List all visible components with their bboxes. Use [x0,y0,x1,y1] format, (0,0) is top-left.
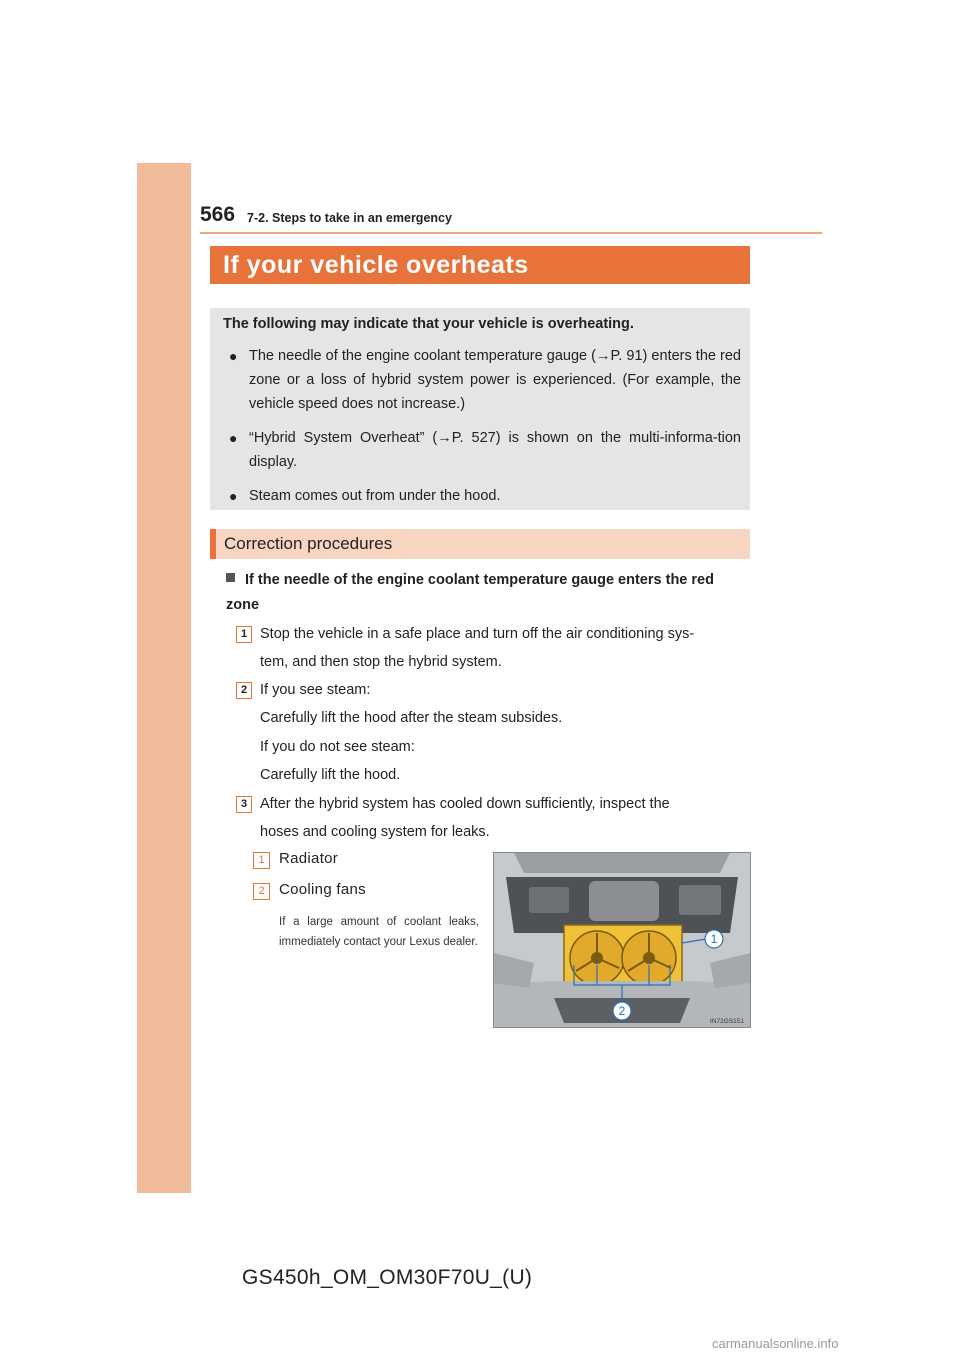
bullet-dot-icon: ● [229,488,238,504]
condition-heading [226,568,748,618]
callout-label-cooling-fans: Cooling fans [279,881,366,898]
step-3-text [260,790,748,846]
step-line: If you do not see steam: [260,739,415,755]
step-line: Carefully lift the hood. [260,767,401,783]
chapter-sidebar-tab [137,163,191,1193]
step-number-badge: 3 [236,796,252,813]
step-number-badge: 2 [236,682,252,699]
condition-text: If the needle of the engine coolant temperature gauge enters the red zone [226,572,714,613]
symptom-text: The needle of the engine coolant temperature gauge (→P. 91) enters the red zone or a loss of hybrid system power is experienced. (For example, the vehicle speed does not increase.) [249,348,741,412]
square-bullet-icon [226,573,235,582]
step-line: After the hybrid system has cooled down sufficiently, inspect the [260,796,670,812]
symptom-bullet [223,344,741,416]
overheat-symptoms-box [210,308,750,510]
bullet-dot-icon: ● [229,348,238,364]
callout-number: 2 [253,883,270,900]
symptom-bullet [223,426,741,474]
symptoms-intro: The following may indicate that your vehicle is overheating. [223,316,634,332]
step-line: tem, and then stop the hybrid system. [260,654,502,670]
symptom-text: “Hybrid System Overheat” (→P. 527) is shown on the multi-informa-tion display. [249,430,741,470]
document-code-footer: GS450h_OM_OM30F70U_(U) [242,1266,533,1289]
step-number-badge: 1 [236,626,252,643]
symptom-text: Steam comes out from under the hood. [249,488,501,504]
header-divider [200,232,822,234]
bullet-dot-icon: ● [229,430,238,446]
illustration-code: IN72GS151 [710,1018,744,1025]
symptom-bullet [223,484,741,508]
section-subheading: Correction procedures [210,529,750,559]
step-line: Carefully lift the hood after the steam subsides. [260,710,563,726]
engine-bay-illustration [493,852,751,1028]
page-title: If your vehicle overheats [210,246,750,284]
watermark-link[interactable]: carmanualsonline.info [712,1336,839,1351]
coolant-leak-note: If a large amount of coolant leaks, immediately contact your Lexus dealer. [279,916,479,948]
page-number: 566 [200,203,236,226]
step-line: If you see steam: [260,682,371,698]
section-path: 7-2. Steps to take in an emergency [247,211,452,225]
step-2-text [260,676,748,733]
step-2-alt-text [260,733,748,789]
illustration-callout-2: 2 [618,1004,626,1018]
callout-label-radiator: Radiator [279,850,339,867]
callout-number: 1 [253,852,270,869]
step-1-text [260,620,748,676]
step-line: hoses and cooling system for leaks. [260,824,490,840]
illustration-callout-1: 1 [710,932,718,946]
step-line: Stop the vehicle in a safe place and turn off the air conditioning sys- [260,626,695,642]
